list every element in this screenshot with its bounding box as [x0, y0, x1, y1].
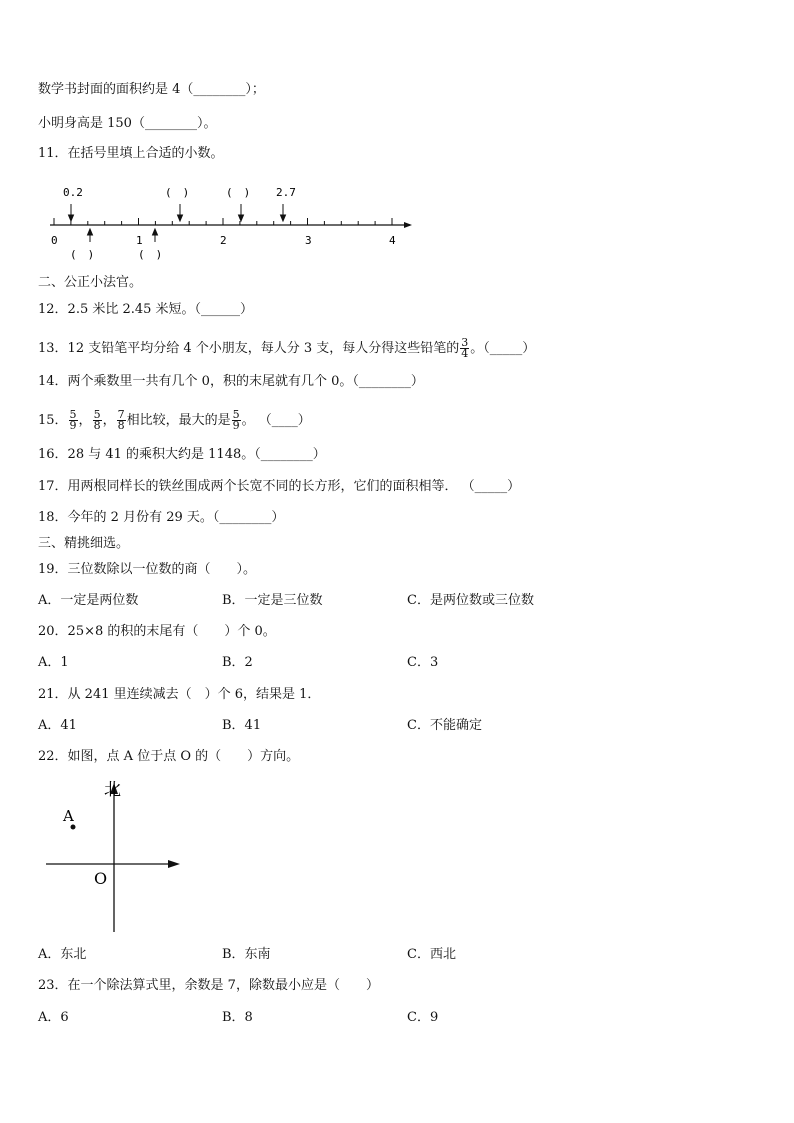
q13 — [38, 338, 535, 359]
tick-label-2: 2 — [220, 234, 227, 247]
section-3-title: 三、精挑细选。 — [38, 536, 130, 551]
number-line-figure — [40, 180, 420, 260]
q20-option-a[interactable]: A．1 — [38, 655, 69, 670]
tick-label-0: 0 — [51, 234, 58, 247]
label-2-7: 2.7 — [276, 186, 296, 199]
q15-sep: ， — [78, 413, 92, 428]
q23-option-b[interactable]: B．8 — [222, 1010, 253, 1025]
q22: 22．如图，点 A 位于点 O 的（ ）方向。 — [38, 749, 300, 764]
q10-line-1: 数学书封面的面积约是 4（________）； — [38, 82, 265, 97]
q23-option-a[interactable]: A．6 — [38, 1010, 69, 1025]
q15 — [38, 410, 311, 431]
q13-blank: 。（_____） — [470, 341, 536, 356]
q19: 19．三位数除以一位数的商（ ）。 — [38, 562, 257, 577]
q20: 20．25×8 的积的末尾有（ ）个 0。 — [38, 624, 276, 639]
label-blank-top-2: ( ) — [226, 186, 251, 199]
q15-sep: ， — [102, 413, 116, 428]
label-blank-bottom-1: ( ) — [70, 248, 95, 260]
q15-text: 相比较，最大的是 — [126, 413, 231, 428]
point-a-label: A — [63, 807, 74, 825]
north-label: 北 — [104, 780, 121, 800]
q20-option-b[interactable]: B．2 — [222, 655, 253, 670]
q19-option-b[interactable]: B．一定是三位数 — [222, 593, 323, 608]
q13-text: 13．12 支铅笔平均分给 4 个小朋友，每人分 3 支，每人分得这些铅笔的 — [38, 341, 460, 356]
tick-label-3: 3 — [305, 234, 312, 247]
q15-fraction-2: $\frac{5}{8}$ — [93, 408, 101, 432]
q21: 21．从 241 里连续减去（ ）个 6，结果是 1． — [38, 687, 321, 702]
east-arrowhead — [168, 860, 180, 868]
label-blank-top-1: ( ) — [165, 186, 190, 199]
label-blank-bottom-2: ( ) — [138, 248, 163, 260]
q21-option-c[interactable]: C．不能确定 — [407, 718, 482, 733]
label-0-2: 0.2 — [63, 186, 83, 199]
q11-title: 11．在括号里填上合适的小数。 — [38, 146, 224, 161]
q23: 23．在一个除法算式里，余数是 7，除数最小应是（ ） — [38, 978, 379, 993]
origin-label: O — [94, 869, 108, 888]
q17: 17．用两根同样长的铁丝围成两个长宽不同的长方形，它们的面积相等． （_____） — [38, 479, 521, 494]
q20-option-c[interactable]: C．3 — [407, 655, 439, 670]
q10-line-2: 小明身高是 150（________）。 — [38, 116, 217, 131]
q19-option-a[interactable]: A．一定是两位数 — [38, 593, 139, 608]
q12: 12．2.5 米比 2.45 米短。（______） — [38, 302, 254, 317]
q21-option-b[interactable]: B．41 — [222, 718, 262, 733]
q15-fraction-4: $\frac{5}{9}$ — [232, 408, 240, 432]
q22-option-c[interactable]: C．西北 — [407, 947, 456, 962]
q16: 16．28 与 41 的乘积大约是 1148。（________） — [38, 447, 326, 462]
tick-label-4: 4 — [389, 234, 396, 247]
q15-blank: 。 （____） — [241, 413, 311, 428]
point-a-dot — [71, 825, 76, 830]
tick-label-1: 1 — [136, 234, 143, 247]
compass-figure — [40, 774, 190, 934]
q23-option-c[interactable]: C．9 — [407, 1010, 439, 1025]
q15-fraction-1: $\frac{5}{9}$ — [69, 408, 77, 432]
q15-fraction-3: $\frac{7}{8}$ — [117, 408, 125, 432]
q14: 14．两个乘数里一共有几个 0，积的末尾就有几个 0。（________） — [38, 374, 424, 389]
q19-option-c[interactable]: C．是两位数或三位数 — [407, 593, 534, 608]
number-line-ticks — [54, 218, 392, 225]
q22-option-b[interactable]: B．东南 — [222, 947, 271, 962]
q13-fraction: $\frac{3}{4}$ — [461, 336, 469, 360]
section-2-title: 二、公正小法官。 — [38, 275, 143, 290]
q21-option-a[interactable]: A．41 — [38, 718, 77, 733]
q18: 18．今年的 2 月份有 29 天。（________） — [38, 510, 285, 525]
q15-number: 15． — [38, 413, 68, 428]
q22-option-a[interactable]: A．东北 — [38, 947, 87, 962]
